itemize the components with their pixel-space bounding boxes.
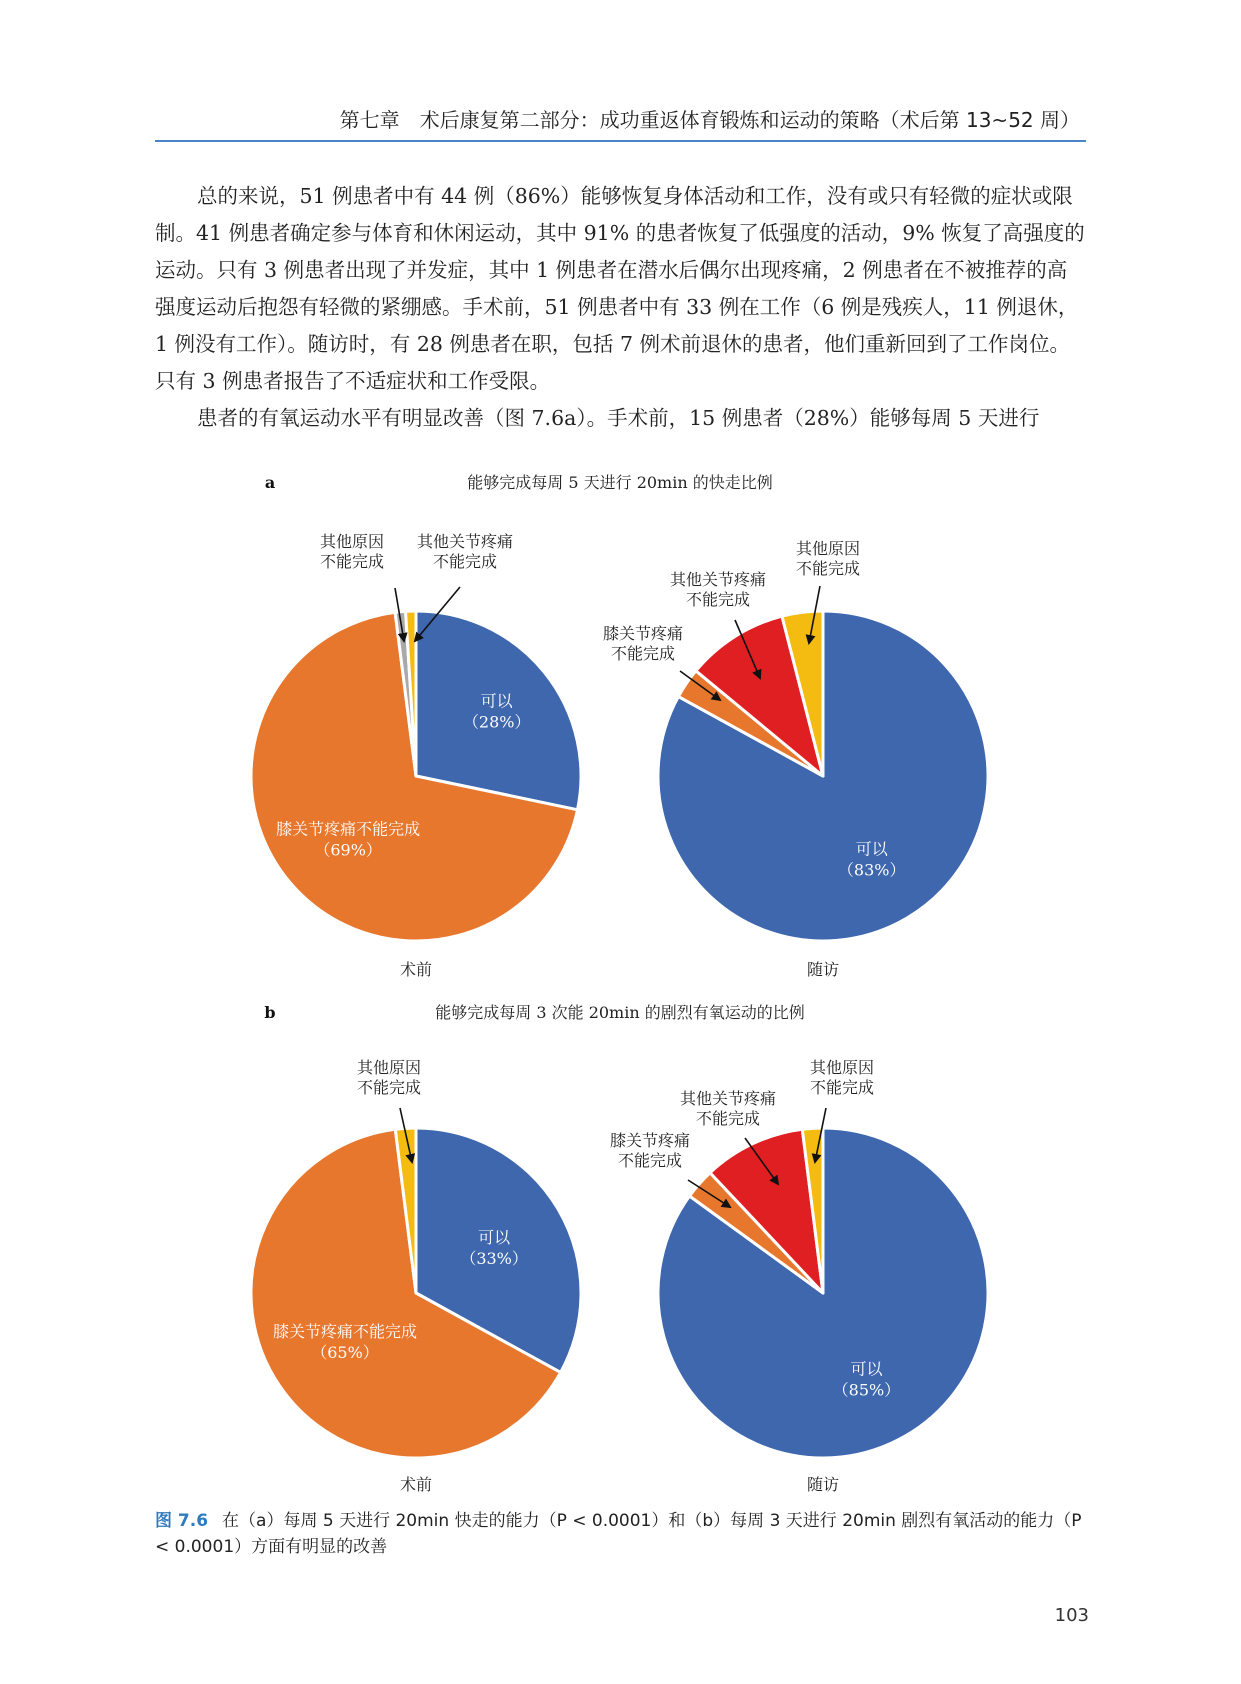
slice-label: 可以 (850, 1359, 883, 1379)
pie-group-label: 随访 (806, 1475, 840, 1494)
callout-label: 不能完成 (617, 1151, 683, 1170)
figure-label: 图 7.6 (155, 1511, 209, 1531)
callout-label: 不能完成 (432, 552, 498, 571)
slice-percent: （28%） (462, 712, 531, 732)
callout-label: 不能完成 (319, 552, 385, 571)
callout-label: 其他关节疼痛 (679, 1089, 777, 1108)
callout-label: 其他关节疼痛 (669, 570, 767, 589)
callout-label: 膝关节疼痛 (609, 1131, 691, 1150)
callout-label: 不能完成 (356, 1078, 422, 1097)
callout-label: 不能完成 (809, 1078, 875, 1097)
callout-label: 其他原因 (795, 539, 861, 558)
callout-label: 其他关节疼痛 (416, 532, 514, 551)
callout-label: 不能完成 (695, 1109, 761, 1128)
slice-percent: （83%） (837, 860, 906, 880)
paragraph: 总的来说，51 例患者中有 44 例（86%）能够恢复身体活动和工作，没有或只有轻微的症状或限制。41 例患者确定参与体育和休闲运动，其中 91% 的患者恢复了低强度的活动，9% 恢复了高强度的运动。只有 3 例患者出现了并发症，其中 1 例患者在潜水后偶尔出现疼痛，2 例患者在不被推荐的高强度运动后抱怨有轻微的紧绷感。手术前，51 例患者中有 33 例在工作（6 例是残疾人，11 例退休，1 例没有工作）。随访时，有 28 例患者在职，包括 7 例术前退休的患者，他们重新回到了工作岗位。只有 3 例患者报告了不适症状和工作受限。 (155, 184, 1085, 393)
slice-percent: （69%） (314, 840, 382, 860)
figure-caption (155, 1508, 1090, 1560)
slice-label: 可以 (855, 839, 888, 859)
callout-label: 其他原因 (319, 532, 385, 551)
callout-label: 其他原因 (356, 1058, 422, 1077)
slice-label: 可以 (480, 691, 513, 711)
callout-label: 其他原因 (809, 1058, 875, 1077)
callout-label: 膝关节疼痛 (602, 624, 684, 643)
slice-label: 膝关节疼痛不能完成 (273, 1322, 418, 1342)
pie-group-label: 术前 (399, 1475, 433, 1494)
panel-letter: b (264, 1003, 276, 1022)
pie-group-label: 随访 (806, 960, 840, 979)
pie-group-label: 术前 (399, 960, 433, 979)
slice-label: 膝关节疼痛不能完成 (276, 819, 421, 839)
slice-percent: （65%） (311, 1343, 379, 1363)
chapter-title: 第七章 术后康复第二部分：成功重返体育锻炼和运动的策略（术后第 13~52 周） (339, 108, 1080, 132)
page-number: 103 (1054, 1605, 1089, 1626)
callout-label: 不能完成 (795, 559, 861, 578)
slice-label: 可以 (478, 1227, 511, 1247)
panel-title: 能够完成每周 5 天进行 20min 的快走比例 (467, 473, 773, 492)
callout-label: 不能完成 (685, 590, 751, 609)
paragraph: 患者的有氧运动水平有明显改善（图 7.6a）。手术前，15 例患者（28%）能够每周 5 天进行 (197, 406, 1040, 430)
caption-text: 在（a）每周 5 天进行 20min 快走的能力（P < 0.0001）和（b）每周 3 天进行 20min 剧烈有氧活动的能力（P < 0.0001）方面有明显的改善 (155, 1511, 1082, 1557)
slice-percent: （33%） (460, 1248, 528, 1268)
panel-letter: a (264, 473, 276, 492)
panel-title: 能够完成每周 3 次能 20min 的剧烈有氧运动的比例 (435, 1003, 805, 1022)
callout-label: 不能完成 (610, 644, 676, 663)
slice-percent: （85%） (832, 1380, 901, 1400)
